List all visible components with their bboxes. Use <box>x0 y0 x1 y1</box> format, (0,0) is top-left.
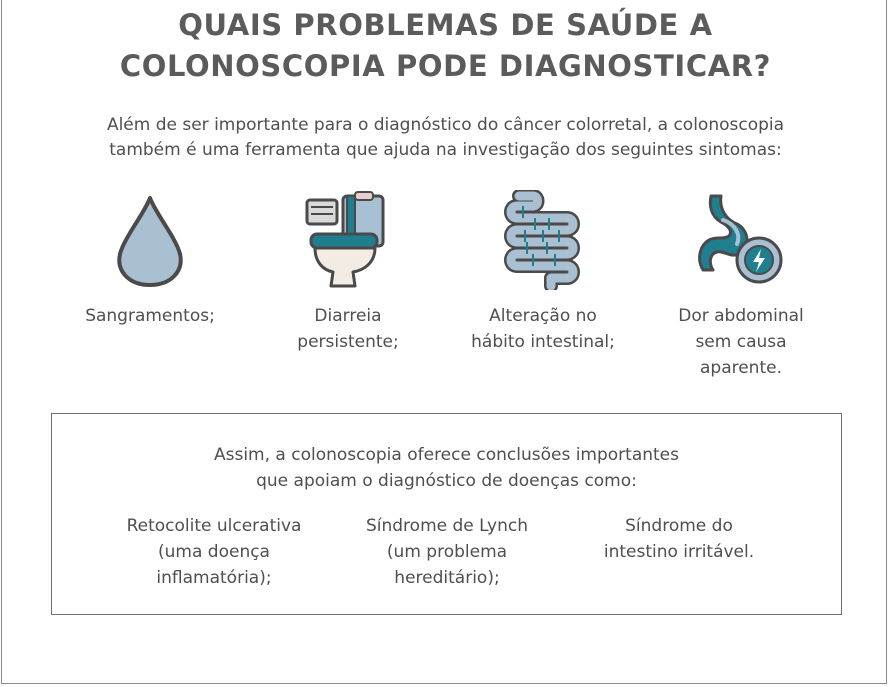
conclusion-line-1: Assim, a colonoscopia oferece conclusões importantes <box>213 445 680 465</box>
blood-drop-icon <box>110 190 190 290</box>
title-line-2: COLONOSCOPIA PODE DIAGNOSTICAR? <box>119 49 772 83</box>
intro-text <box>0 113 891 163</box>
symptom-label: Dor abdominal sem causa aparente. <box>678 306 804 378</box>
toilet-icon <box>303 190 393 290</box>
symptom-label: Sangramentos; <box>85 306 215 326</box>
symptom-abdominal-pain <box>656 190 826 378</box>
intestine-icon <box>503 190 583 290</box>
symptom-label: Alteração no hábito intestinal; <box>471 306 615 352</box>
symptom-label: Diarreia persistente; <box>297 306 399 352</box>
disease-ulcerative-colitis: Retocolite ulcerativa (uma doença inflamatória); <box>126 516 302 588</box>
diagnosis-box <box>51 413 842 615</box>
symptom-bleeding <box>65 190 235 326</box>
intro-line-2: também é uma ferramenta que ajuda na investigação dos seguintes sintomas: <box>109 140 782 160</box>
symptom-bowel-habit <box>458 190 628 352</box>
stomach-pain-icon <box>693 190 789 290</box>
title-line-1: QUAIS PROBLEMAS DE SAÚDE A <box>178 8 713 42</box>
intro-line-1: Além de ser importante para o diagnóstico do câncer colorretal, a colonoscopia <box>106 115 785 135</box>
disease-lynch-syndrome: Síndrome de Lynch (um problema hereditário); <box>365 516 529 588</box>
disease-irritable-bowel: Síndrome do intestino irritável. <box>603 516 755 562</box>
conclusion-text <box>52 442 841 494</box>
conclusion-line-2: que apoiam o diagnóstico de doenças como: <box>256 471 637 491</box>
symptom-diarrhea <box>263 190 433 352</box>
page-title <box>0 5 891 87</box>
